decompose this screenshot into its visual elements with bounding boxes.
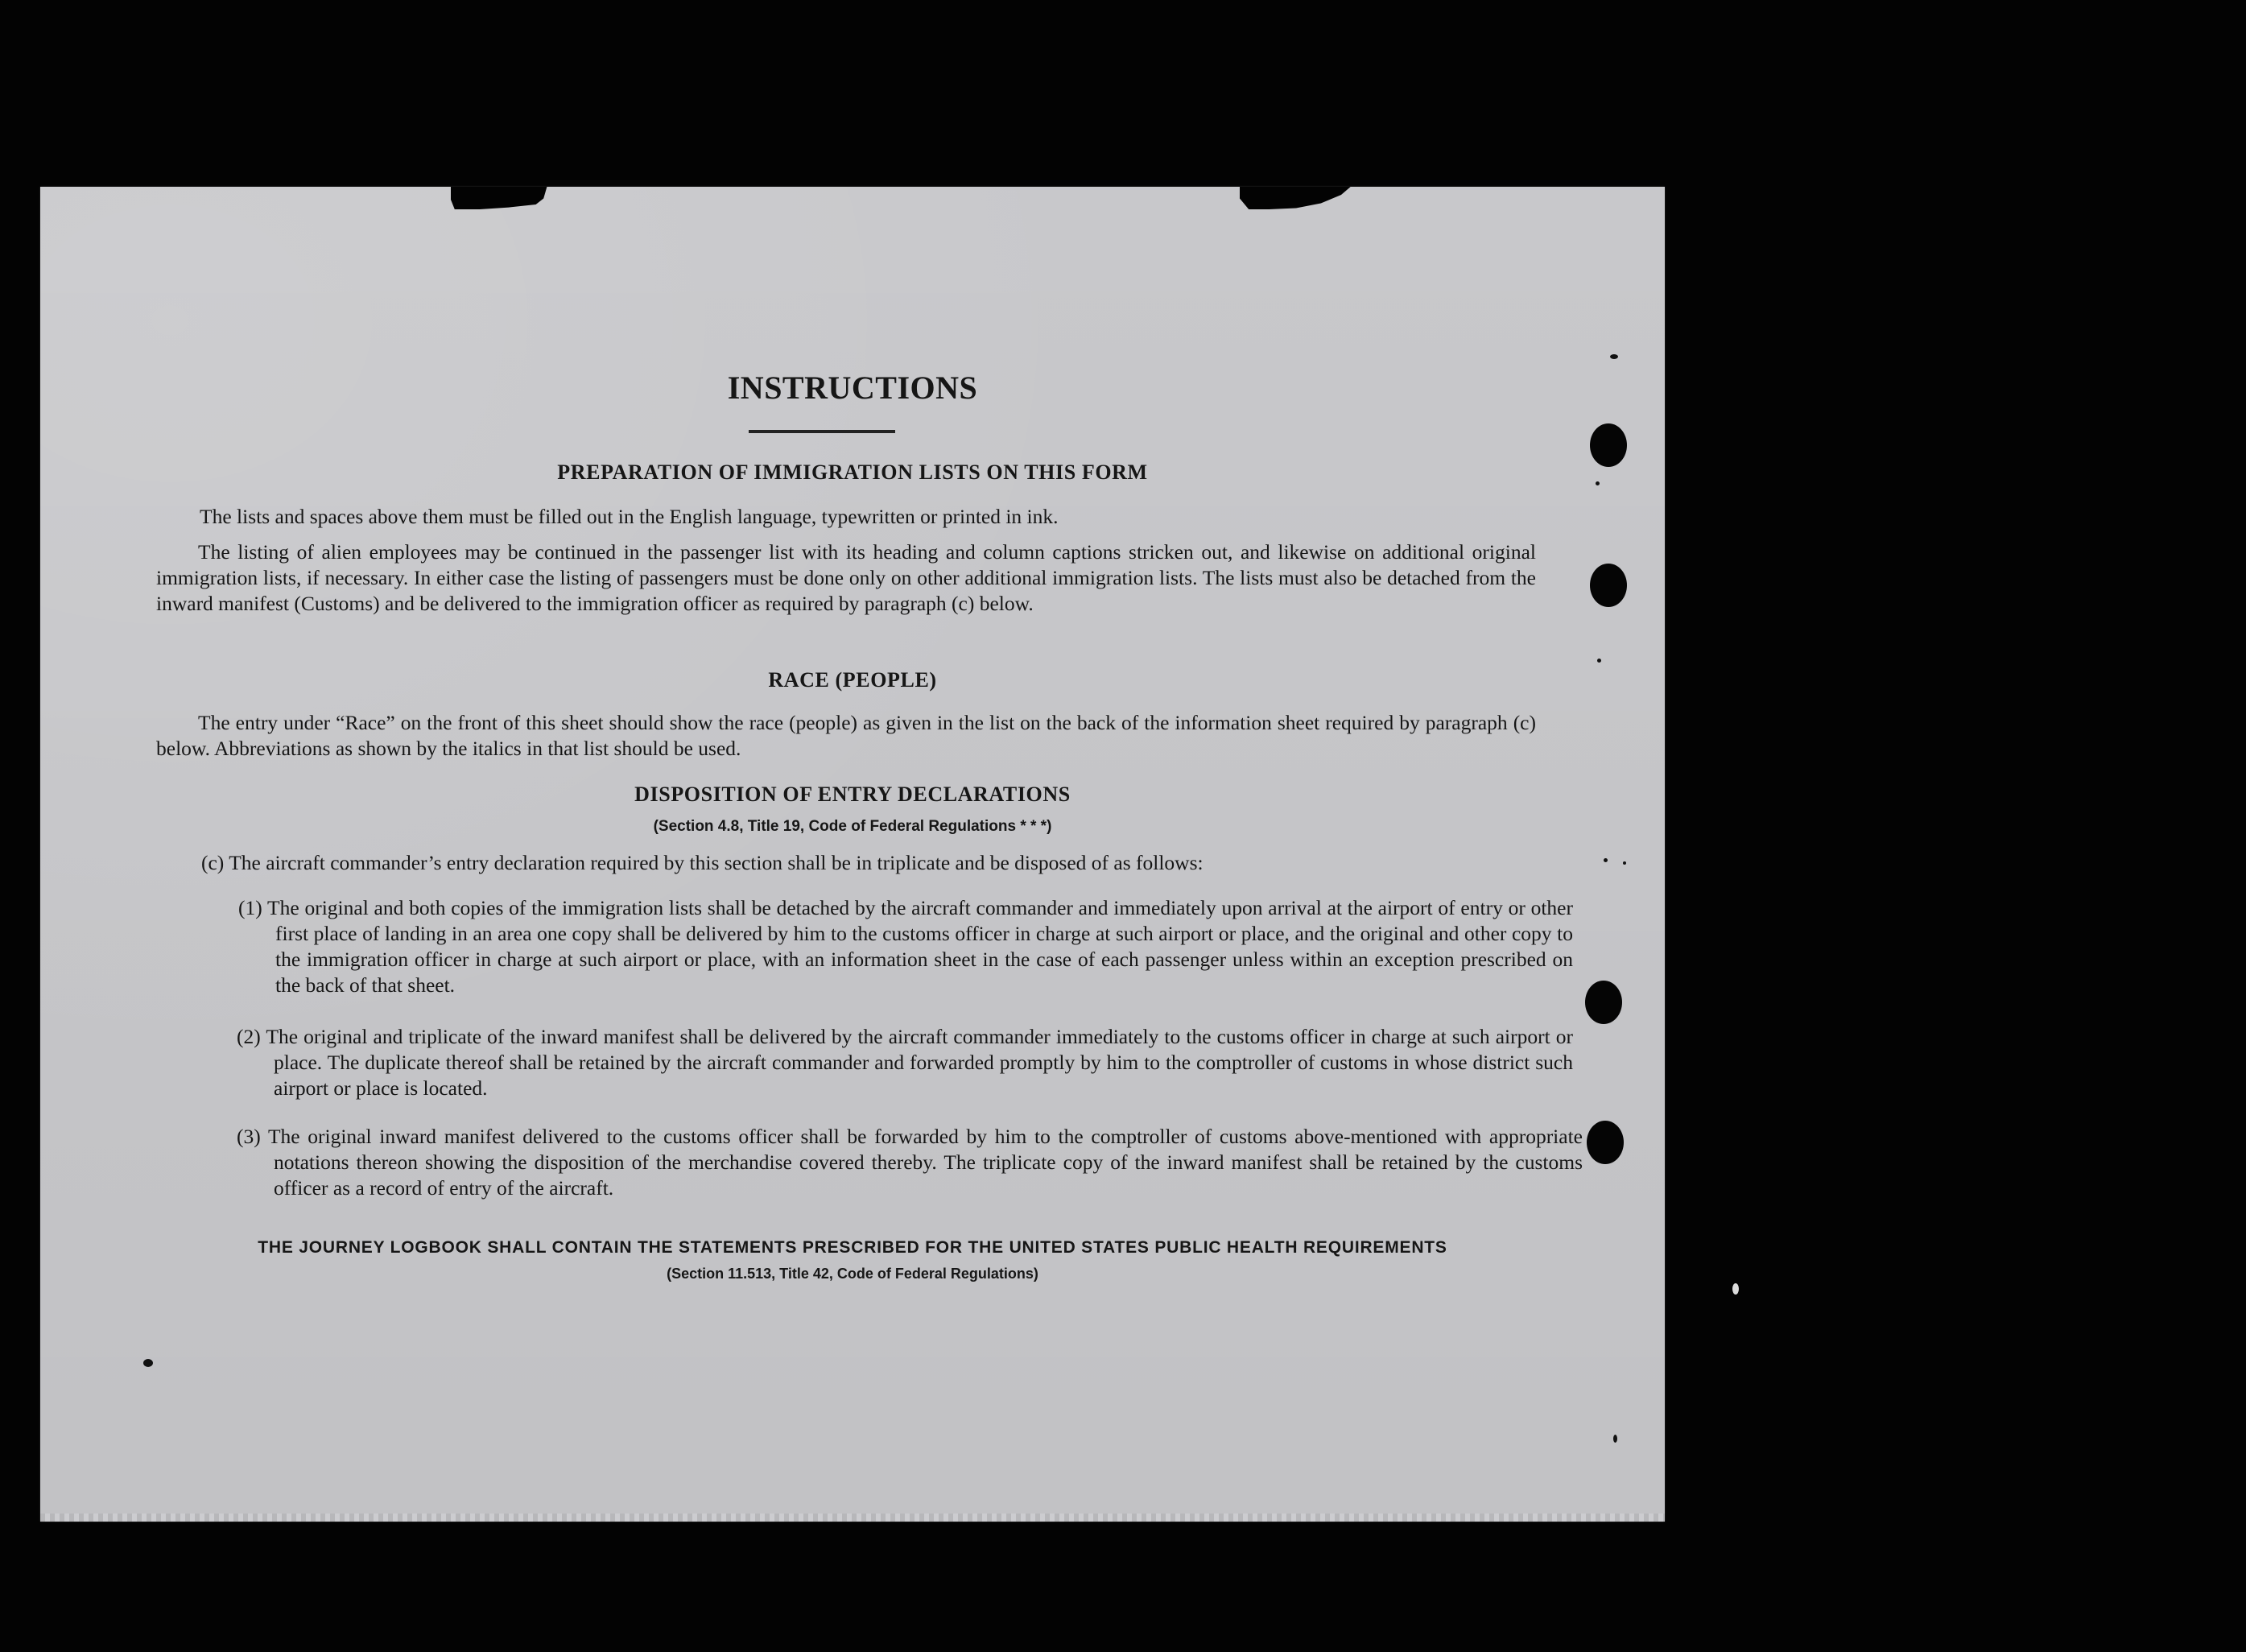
scan-speck — [1613, 1435, 1617, 1443]
list-item-2: (2) The original and triplicate of the inward manifest shall be delivered by the aircraft commander immediately to the customs officer in charge at such airport or place. The duplicate thereof shall be retained by the aircraft commander and forwarded promptly by him to the comptroller of customs in whose district such airport or place is located. — [237, 1025, 1573, 1100]
document-title: INSTRUCTIONS — [727, 370, 978, 406]
footer-citation-title-42: (Section 11.513, Title 42, Code of Federal Regulations) — [667, 1266, 1038, 1282]
paper-bottom-edge — [40, 1514, 1665, 1522]
top-edge-notch-left — [451, 187, 547, 209]
background-speck — [1732, 1283, 1739, 1295]
scan-speck — [1597, 659, 1601, 663]
heading-race: RACE (PEOPLE) — [768, 668, 937, 692]
citation-title-19: (Section 4.8, Title 19, Code of Federal Regulations * * *) — [653, 818, 1052, 835]
paragraph-race: The entry under “Race” on the front of this sheet should show the race (people) as given in the list on the back of the information sheet required by paragraph (c) below. Abbreviations as shown by the italics in that list should be used. — [156, 711, 1536, 760]
top-edge-notch-right — [1240, 187, 1352, 209]
paragraph-language: The lists and spaces above them must be filled out in the English language, typewritten or printed in ink. — [200, 505, 1059, 528]
scan-speck — [143, 1359, 153, 1367]
paragraph-alien-employees: The listing of alien employees may be continued in the passenger list with its heading and column captions stricken out, and likewise on additional original immigration lists, if necessary. In either case the listing of passengers must be done only on other additional immigration lists. The lists must also be detached from the inward manifest (Customs) and be delivered to the immigration officer as required by paragraph (c) below. — [156, 540, 1536, 615]
scan-speck — [1596, 481, 1600, 485]
punch-hole — [1590, 423, 1627, 467]
scan-speck — [1610, 354, 1618, 359]
footer-health-statement: THE JOURNEY LOGBOOK SHALL CONTAIN THE STATEMENTS PRESCRIBED FOR THE UNITED STATES PUBLIC HEALTH REQUIREMENTS — [258, 1238, 1447, 1257]
list-item-1: (1) The original and both copies of the immigration lists shall be detached by the aircraft commander and immediately upon arrival at the airport of entry or other first place of landing in an area one copy shall be delivered by him to the customs officer in charge at such airport or place, and the original and other copy to the immigration officer in charge at such airport or place, with an information sheet in the case of each passenger unless within an exception prescribed on the back of that sheet. — [238, 896, 1573, 997]
paragraph-c-intro: (c) The aircraft commander’s entry declaration required by this section shall be in triplicate and be disposed of as follows: — [201, 851, 1204, 874]
list-item-3: (3) The original inward manifest delivered to the customs officer shall be forwarded by him to the comptroller of customs above-mentioned with appropriate notations thereon showing the disposition of the merchandise covered thereby. The triplicate copy of the inward manifest shall be retained by the customs officer as a record of entry of the aircraft. — [237, 1125, 1583, 1200]
heading-preparation: PREPARATION OF IMMIGRATION LISTS ON THIS FORM — [557, 460, 1148, 484]
form-sheet — [40, 187, 1665, 1522]
scan-speck — [1604, 858, 1608, 862]
punch-hole — [1590, 564, 1627, 607]
punch-hole — [1587, 1121, 1624, 1164]
heading-disposition: DISPOSITION OF ENTRY DECLARATIONS — [634, 783, 1071, 806]
title-underline — [749, 430, 895, 433]
scan-speck — [1623, 861, 1626, 865]
punch-hole — [1585, 981, 1622, 1024]
